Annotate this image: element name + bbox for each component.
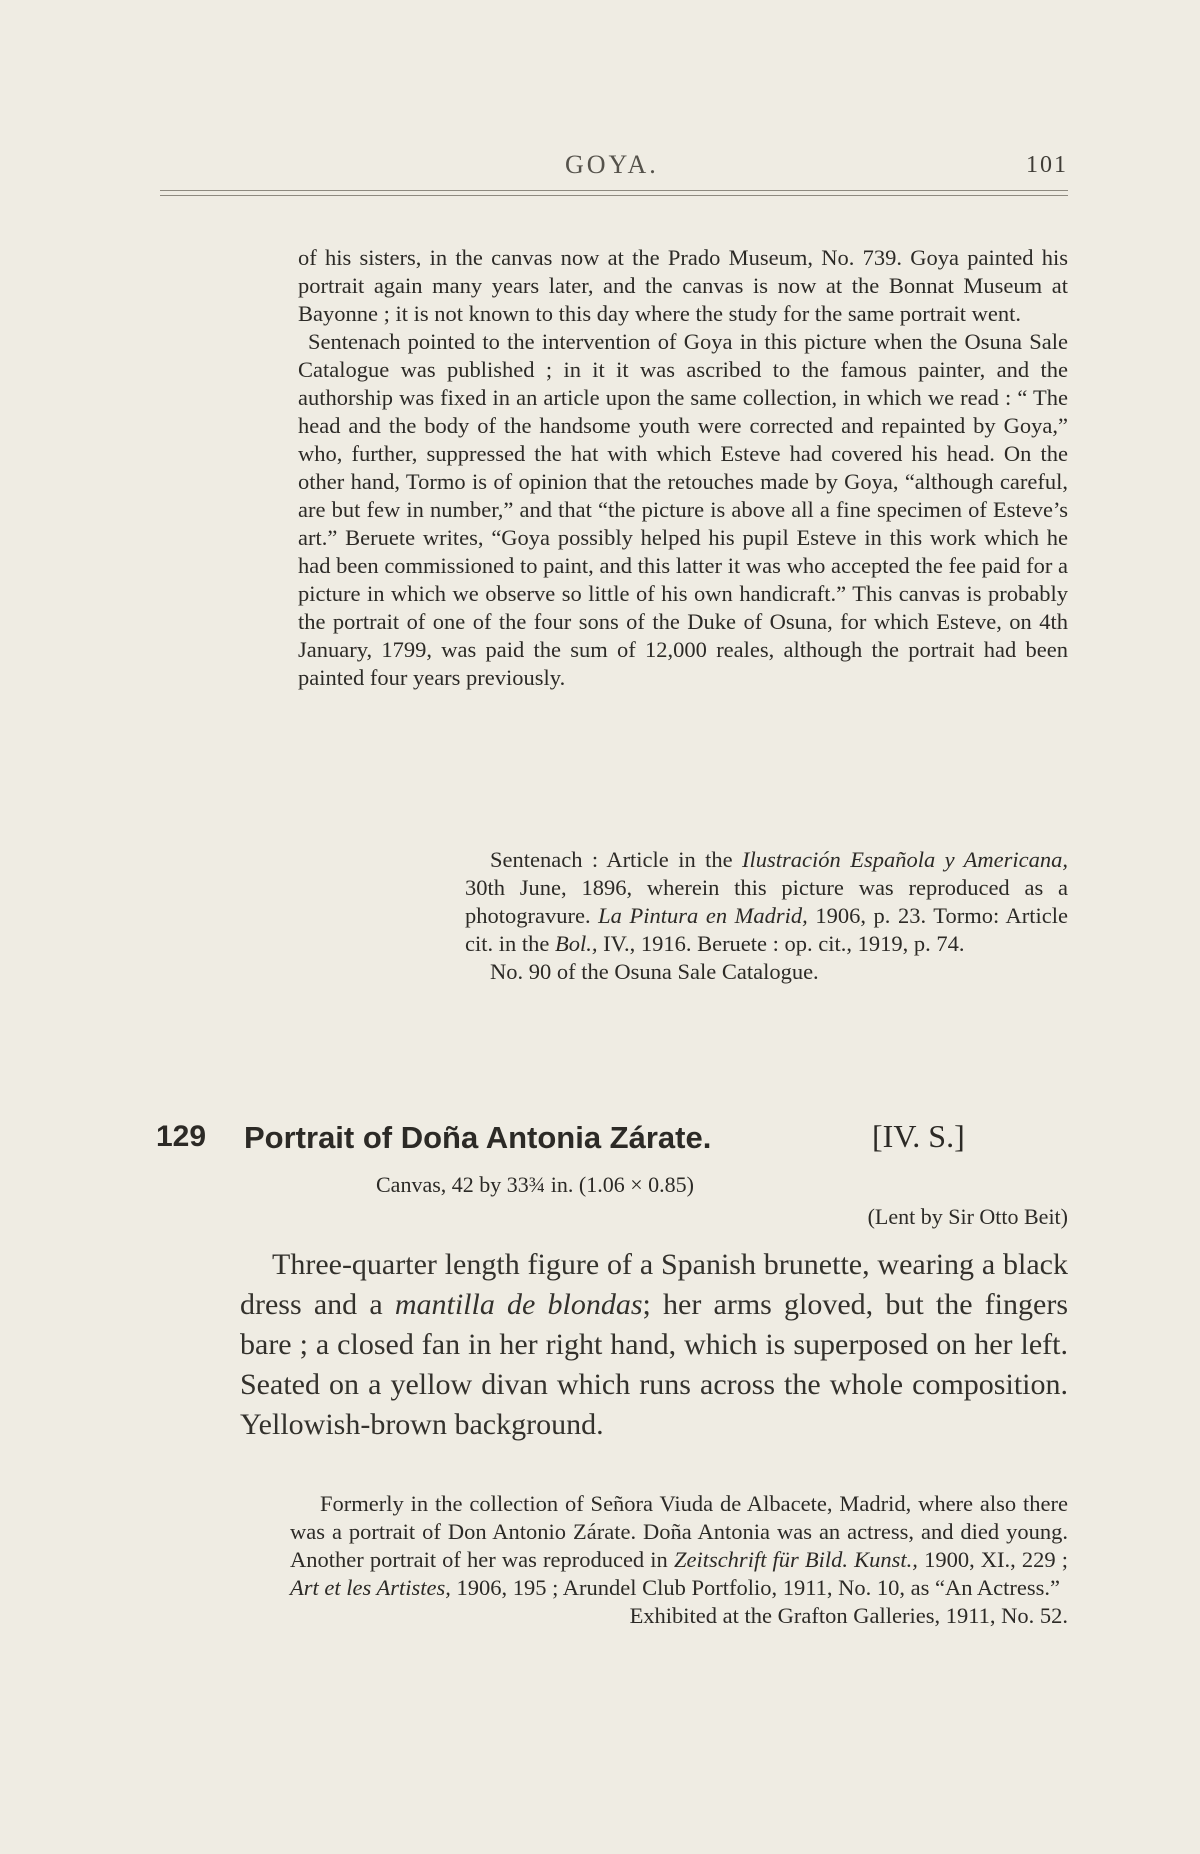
header-rule-second [160, 195, 1068, 196]
references-block [465, 846, 1068, 986]
note-italic-2: Art et les Artistes, [290, 1575, 451, 1600]
lender-note: (Lent by Sir Otto Beit) [867, 1204, 1068, 1229]
catalogue-note: No. 90 of the Osuna Sale Catalogue. [490, 959, 819, 984]
entry-notes [290, 1490, 1068, 1630]
note-italic-1: Zeitschrift für Bild. Kunst., [673, 1547, 918, 1572]
entry-heading [156, 1118, 1068, 1160]
entry-number: 129 [156, 1120, 207, 1153]
entry-title: Portrait of Doña Antonia Zárate. [244, 1120, 712, 1155]
body-text [298, 244, 1068, 692]
provenance-note: Formerly in the collection of Señora Viuda de Albacete, Madrid, where also there was a portrait of Don Antonio Zárate. Doña Antonia was an actress, and died young. Another portrait of her was reproduced in Zeitschrift für Bild. Kunst., 1900, XI., 229 ; Art et les Artistes, 1906, 195 ; Arundel Club Portfolio, 1911, No. 10, as “An Actress.” [290, 1491, 1069, 1600]
ref-italic-3: Bol., [554, 931, 598, 956]
description-paragraph: Three-quarter length figure of a Spanish brunette, wearing a black dress and a mantilla de blondas; her arms gloved, but the fingers bare ; a closed fan in her right hand, which is superposed on her left. Seated on a yellow divan which runs across the whole composition. Yellowish-brown background. [240, 1248, 1068, 1441]
entry-description [240, 1245, 1068, 1445]
entry-series: [IV. S.] [872, 1118, 965, 1154]
ref-italic-1: Ilustración Española y Americana, [742, 847, 1068, 872]
page-number: 101 [1026, 152, 1068, 178]
body-paragraph-2: Sentenach pointed to the intervention of Goya in this picture when the Osuna Sale Catalogue was published ; in it it was ascribed to the famous painter, and the authorship was fixed in an article upon the same collection, in which we read : “ The head and the body of the handsome youth were corrected and repainted by Goya,” who, further, suppressed the hat with which Esteve had covered his head. On the other hand, Tormo is of opinion that the retouches made by Goya, “although careful, are but few in number,” and that “the picture is above all a fine specimen of Esteve’s art.” Beruete writes, “Goya possibly helped his pupil Esteve in this work which he had been commissioned to paint, and this latter it was who accepted the fee paid for a picture in which we observe so little of his own handicraft.” This canvas is probably the portrait of one of the four sons of the Duke of Osuna, for which Esteve, on 4th January, 1799, was paid the sum of 12,000 reales, although the portrait had been painted four years previously. [298, 329, 1068, 690]
exhibition-note: Exhibited at the Grafton Galleries, 1911, No. 52. [629, 1603, 1068, 1628]
reference-citation: Sentenach : Article in the Ilustración Española y Americana, 30th June, 1896, wherein this picture was reproduced as a photogravure. La Pintura en Madrid, 1906, p. 23. Tormo: Article cit. in the Bol., IV., 1916. Beruete : op. cit., 1919, p. 74. [465, 847, 1068, 956]
body-paragraph-1: of his sisters, in the canvas now at the Prado Museum, No. 739. Goya painted his portrait again many years later, and the canvas is now at the Bonnat Museum at Bayonne ; it is not known to this day where the study for the same portrait went. [298, 245, 1068, 326]
description-italic: mantilla de blondas [394, 1288, 643, 1321]
ref-italic-2: La Pintura en Madrid, [598, 903, 808, 928]
running-title: GOYA. [565, 150, 659, 179]
header-rule [160, 190, 1068, 191]
canvas-dimensions: Canvas, 42 by 33¾ in. (1.06 × 0.85) [376, 1172, 694, 1197]
page-header [160, 150, 1068, 190]
